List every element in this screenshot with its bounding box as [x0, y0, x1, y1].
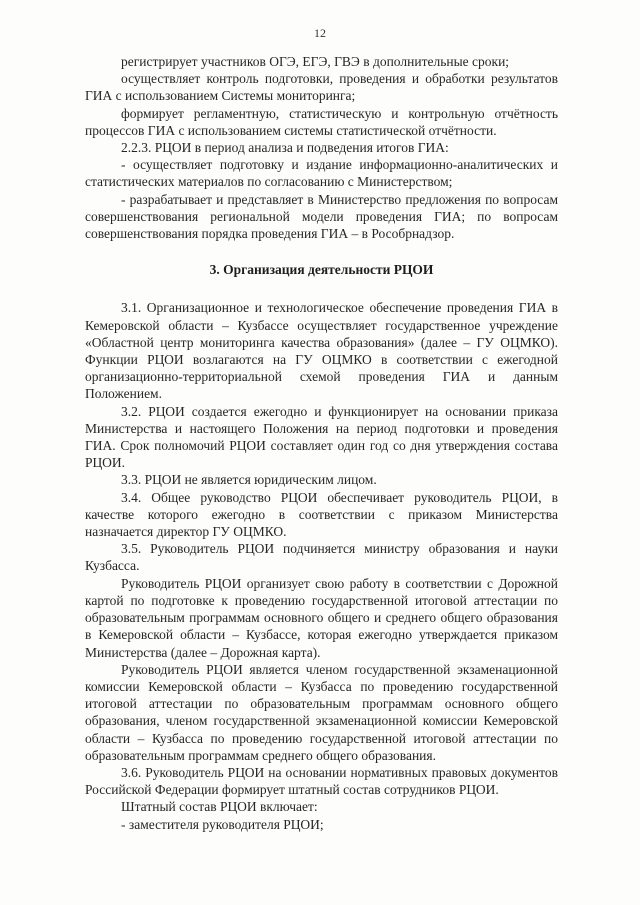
paragraph-control-monitoring: осуществляет контроль подготовки, проведения и обработки результатов ГИА с использованием Системы мониторинга;	[85, 71, 558, 104]
paragraph-3-4: 3.4. Общее руководство РЦОИ обеспечивает руководитель РЦОИ, в качестве которого ежегодно в соответствии с приказом Министерства назначается директор ГУ ОЦМКО.	[85, 489, 558, 540]
paragraph-staff-includes: Штатный состав РЦОИ включает:	[121, 799, 318, 815]
text-block	[85, 53, 558, 833]
paragraph-proposals: - разрабатывает и представляет в Министерство предложения по вопросам совершенствования региональной модели проведения ГИА; по вопросам совершенствования порядка проведения ГИА – в Рособрнадзор.	[85, 191, 558, 242]
paragraph-2-2-3: 2.2.3. РЦОИ в период анализа и подведения итогов ГИА:	[121, 140, 449, 156]
paragraph-3-6: 3.6. Руководитель РЦОИ на основании нормативных правовых документов Российской Федерации формирует штатный состав сотрудников РЦОИ.	[85, 764, 558, 798]
paragraph-3-5: 3.5. Руководитель РЦОИ подчиняется министру образования и науки Кузбасса.	[85, 541, 558, 574]
section-heading: 3. Организация деятельности РЦОИ	[209, 262, 434, 278]
paragraph-reporting: формирует регламентную, статистическую и контрольную отчётность процессов ГИА с использованием системы статистической отчётности.	[85, 105, 558, 138]
paragraph-deputy-head: - заместителя руководителя РЦОИ;	[121, 816, 324, 832]
paragraph-3-2: 3.2. РЦОИ создается ежегодно и функционирует на основании приказа Министерства и настоящего Положения на период подготовки и проведения ГИА. Срок полномочий РЦОИ составляет один год со дня утверждения состава РЦОИ.	[85, 403, 558, 471]
page-number: 12	[314, 26, 326, 40]
paragraph-commission-membership: Руководитель РЦОИ является членом государственной экзаменационной комиссии Кемеровской области – Кузбасса по проведению государственной итоговой аттестации по образовательным программам основного общего образования, членом государственной экзаменационной комиссии Кемеровской области – Кузбасса по проведению государственной итоговой аттестации по образовательным программам среднего общего образования.	[85, 661, 558, 763]
paragraph-3-1: 3.1. Организационное и технологическое обеспечение проведения ГИА в Кемеровской области – Кузбассе осуществляет государственное учреждение «Областной центр мониторинга качества образования» (далее – ГУ ОЦМКО). Функции РЦОИ возлагаются на ГУ ОЦМКО в соответствии с ежегодной организационно-территориальной схемой проведения ГИА и данным Положением.	[85, 300, 558, 402]
paragraph-3-3: 3.3. РЦОИ не является юридическим лицом.	[121, 472, 377, 488]
paragraph-analytics-materials: - осуществляет подготовку и издание информационно-аналитических и статистических материалов по согласованию с Министерством;	[85, 157, 558, 190]
paragraph-roadmap: Руководитель РЦОИ организует свою работу в соответствии с Дорожной картой по подготовке к проведению государственной итоговой аттестации по образовательным программам основного общего и среднего общего образования в Кемеровской области – Кузбассе, которая ежегодно утверждается приказом Министерства (далее – Дорожная карта).	[85, 575, 558, 660]
paragraph-register-participants: регистрирует участников ОГЭ, ЕГЭ, ГВЭ в дополнительные сроки;	[121, 54, 510, 69]
